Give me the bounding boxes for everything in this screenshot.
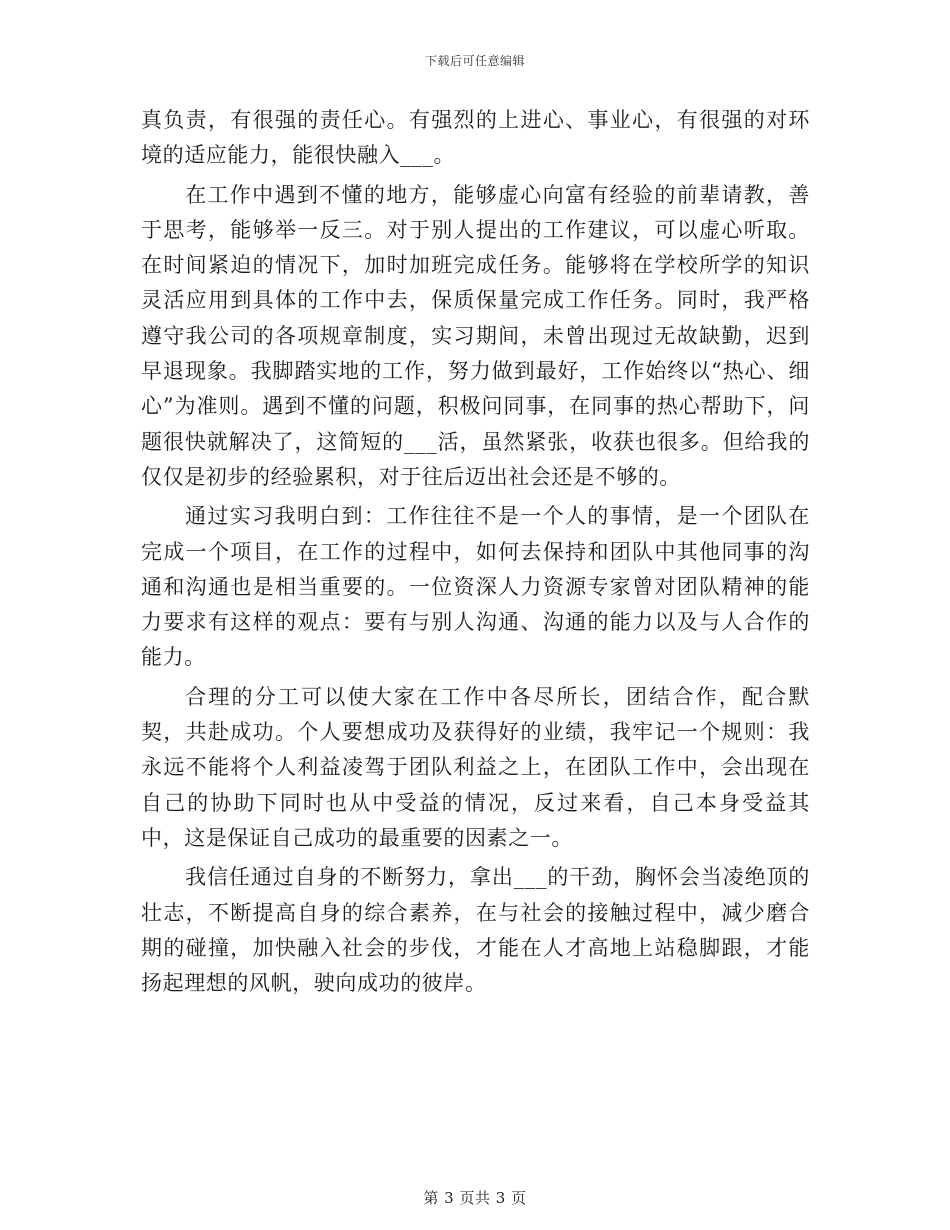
- paragraph-2: 在工作中遇到不懂的地方，能够虚心向富有经验的前辈请教，善于思考，能够举一反三。对于别人提出的工作建议，可以虚心听取。在时间紧迫的情况下，加时加班完成任务。能够将在学校所学的知识灵活应用到具体的工作中去，保质保量完成工作任务。同时，我严格遵守我公司的各项规章制度，实习期间，未曾出现过无故缺勤，迟到早退现象。我脚踏实地的工作，努力做到最好，工作始终以“热心、细心”为准则。遇到不懂的问题，积极问同事，在同事的热心帮助下，问题很快就解决了，这简短的___活，虽然紧张，收获也很多。但给我的仅仅是初步的经验累积，对于往后迈出社会还是不够的。: [141, 182, 810, 489]
- paragraph-1: 真负责，有很强的责任心。有强烈的上进心、事业心，有很强的对环境的适应能力，能很快融入___。: [141, 108, 810, 168]
- page-footer: 第 3 页共 3 页: [423, 1189, 527, 1207]
- page-header: 下载后可任意编辑: [424, 54, 525, 68]
- paragraph-5: 我信任通过自身的不断努力，拿出___的干劲，胸怀会当凌绝顶的壮志，不断提高自身的综合素养，在与社会的接触过程中，减少磨合期的碰撞，加快融入社会的步伐，才能在人才高地上站稳脚跟，才能扬起理想的风帆，驶向成功的彼岸。: [141, 865, 810, 996]
- paragraph-4: 合理的分工可以使大家在工作中各尽所长，团结合作，配合默契，共赴成功。个人要想成功及获得好的业绩，我牢记一个规则：我永远不能将个人利益凌驾于团队利益之上，在团队工作中，会出现在自己的协助下同时也从中受益的情况，反过来看，自己本身受益其中，这是保证自己成功的最重要的因素之一。: [141, 684, 810, 850]
- document-body: [141, 103, 810, 1005]
- paragraph-3: 通过实习我明白到：工作往往不是一个人的事情，是一个团队在完成一个项目，在工作的过程中，如何去保持和团队中其他同事的沟通和沟通也是相当重要的。一位资深人力资源专家曾对团队精神的能力要求有这样的观点：要有与别人沟通、沟通的能力以及与人合作的能力。: [141, 504, 810, 670]
